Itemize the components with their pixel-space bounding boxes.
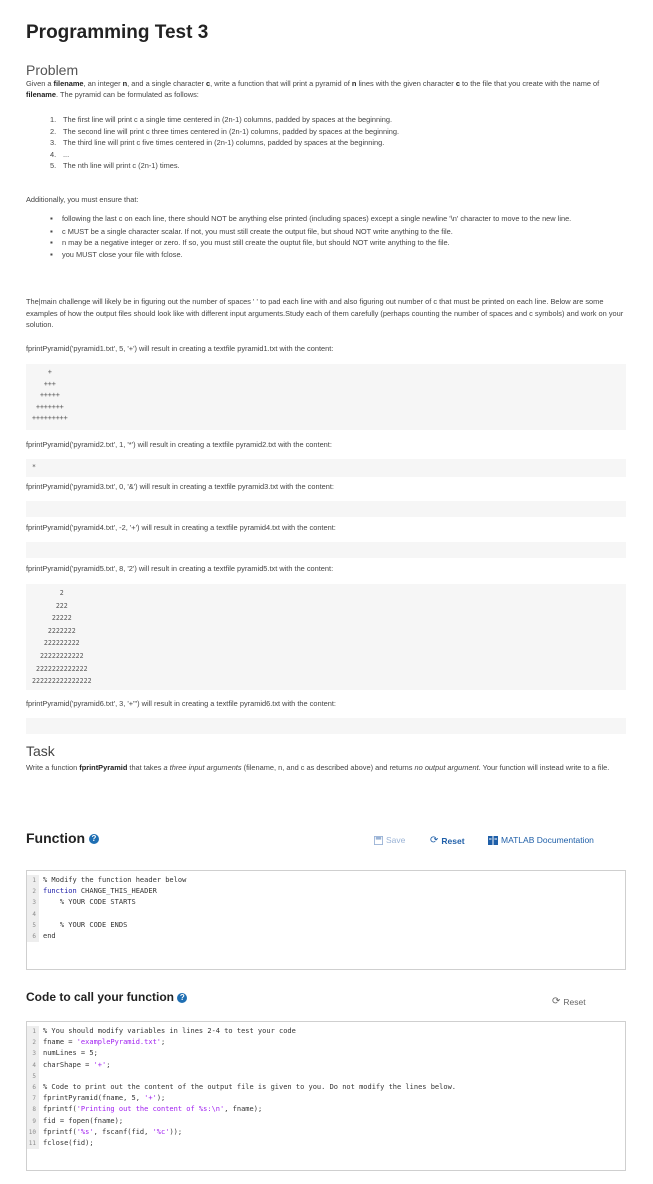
example-output-1: + +++ +++++ +++++++ +++++++++ xyxy=(26,364,626,430)
reset-icon: ⟳ xyxy=(430,835,439,846)
problem-intro: Given a filename, an integer n, and a single character c, write a function that will print a pyramid of n lines with the given character c to the file that you create with the name of filename. The pyramid can be formulated as follows: xyxy=(26,79,600,99)
example-output-5: 2 222 22222 2222222 222222222 22222222222 2222222222222 222222222222222 xyxy=(26,584,626,690)
bullet-icon: ▪ xyxy=(50,249,53,259)
call-code-heading: Code to call your function ? xyxy=(26,990,187,1004)
challenge-text: The|main challenge will likely be in figuring out the number of spaces ' ' to pad each line with and also figuring out number of c that must be printed on each line. Below are some examples of how the output files should look like with different input arguments.Study each of them carefully (perhaps counting the number of spaces and c symbols) and work on your solution. xyxy=(26,297,624,330)
example-call-5: fprintPyramid('pyramid5.txt', 8, '2') will result in creating a textfile pyramid5.txt with the content: xyxy=(26,564,334,573)
example-call-6: fprintPyramid('pyramid6.txt', 3, '+"') will result in creating a textfile pyramid6.txt with the content: xyxy=(26,699,336,708)
function-heading: Function ? xyxy=(26,830,99,846)
list-item: 1. The first line will print c a single time centered in (2n-1) columns, padded by spaces at the beginning. xyxy=(50,115,393,124)
example-call-4: fprintPyramid('pyramid4.txt', -2, '+') will result in creating a textfile pyramid4.txt with the content: xyxy=(26,523,336,532)
steps-list xyxy=(50,114,620,172)
example-call-2: fprintPyramid('pyramid2.txt', 1, '*') will result in creating a textfile pyramid2.txt with the content: xyxy=(26,440,332,449)
list-item: ▪ n may be a negative integer or zero. If so, you must still create the ouptut file, but should NOT write anything to the file. xyxy=(50,238,450,247)
list-item: ▪ following the last c on each line, there should NOT be anything else printed (including spaces) except a single newline '\n' character to move to the new line. xyxy=(50,214,572,223)
example-output-6 xyxy=(26,718,626,734)
task-heading: Task xyxy=(26,743,55,759)
list-item: 5. The nth line will print c (2n-1) times. xyxy=(50,161,180,171)
call-code-editor[interactable]: 1 % You should modify variables in lines 2-4 to test your code 2 fname = 'examplePyramid.txt'; 3 numLines = 5; 4 charShape = '+'; 5 6 % Code to print out the content of the output file is given to you. Do not modify the lines below. 7 fprintPyramid(fname, 5, '+'); 8 fprintf('Printing out the content of %s:\n', fname); 9 fid = fopen(fname); 10 fprintf('%s', fscanf(fid, '%c')); 11 fclose(fid); xyxy=(26,1021,626,1171)
bullet-icon: ▪ xyxy=(50,238,53,247)
example-output-4 xyxy=(26,542,626,558)
reset-icon: ⟳ xyxy=(552,996,561,1007)
list-item: 4. ... xyxy=(50,149,70,159)
reset-button[interactable]: ⟳ Reset xyxy=(430,835,465,846)
problem-heading: Problem xyxy=(26,62,79,78)
save-button[interactable]: Save xyxy=(374,835,405,845)
example-output-3 xyxy=(26,501,626,517)
bullet-icon: ▪ xyxy=(50,214,53,223)
list-item: 3. The third line will print c five times centered in (2n-1) columns, padded by spaces at the beginning. xyxy=(50,138,385,148)
page-title: Programming Test 3 xyxy=(26,22,209,43)
matlab-documentation-link[interactable]: MATLAB Documentation xyxy=(488,835,594,845)
save-icon xyxy=(374,836,383,845)
list-item: ▪ c MUST be a single character scalar. If not, you must still create the output file, but shoud NOT write anything to the file. xyxy=(50,226,453,236)
example-call-3: fprintPyramid('pyramid3.txt', 0, '&') will result in creating a textfile pyramid3.txt with the content: xyxy=(26,482,334,491)
example-output-2: * xyxy=(26,459,626,477)
list-item: ▪ you MUST close your file with fclose. xyxy=(50,249,183,259)
additionally-text: Additionally, you must ensure that: xyxy=(26,195,139,204)
task-text: Write a function fprintPyramid that takes a three input arguments (filename, n, and c as described above) and returns no output argument. Your function will instead write to a file. xyxy=(26,763,610,772)
list-item: 2. The second line will print c three times centered in (2n-1) columns, padded by spaces at the beginning. xyxy=(50,126,400,136)
call-reset-button[interactable]: ⟳ Reset xyxy=(552,996,586,1007)
example-call-1: fprintPyramid('pyramid1.txt', 5, '+') will result in creating a textfile pyramid1.txt with the content: xyxy=(26,344,334,353)
help-icon[interactable]: ? xyxy=(89,834,99,844)
function-editor[interactable]: 1 % Modify the function header below 2 function CHANGE_THIS_HEADER 3 % YOUR CODE STARTS 4 5 % YOUR CODE ENDS 6 end xyxy=(26,870,626,970)
bullet-icon: ▪ xyxy=(50,226,53,236)
documentation-icon xyxy=(488,836,498,845)
help-icon[interactable]: ? xyxy=(177,993,187,1003)
rules-list xyxy=(50,213,620,260)
